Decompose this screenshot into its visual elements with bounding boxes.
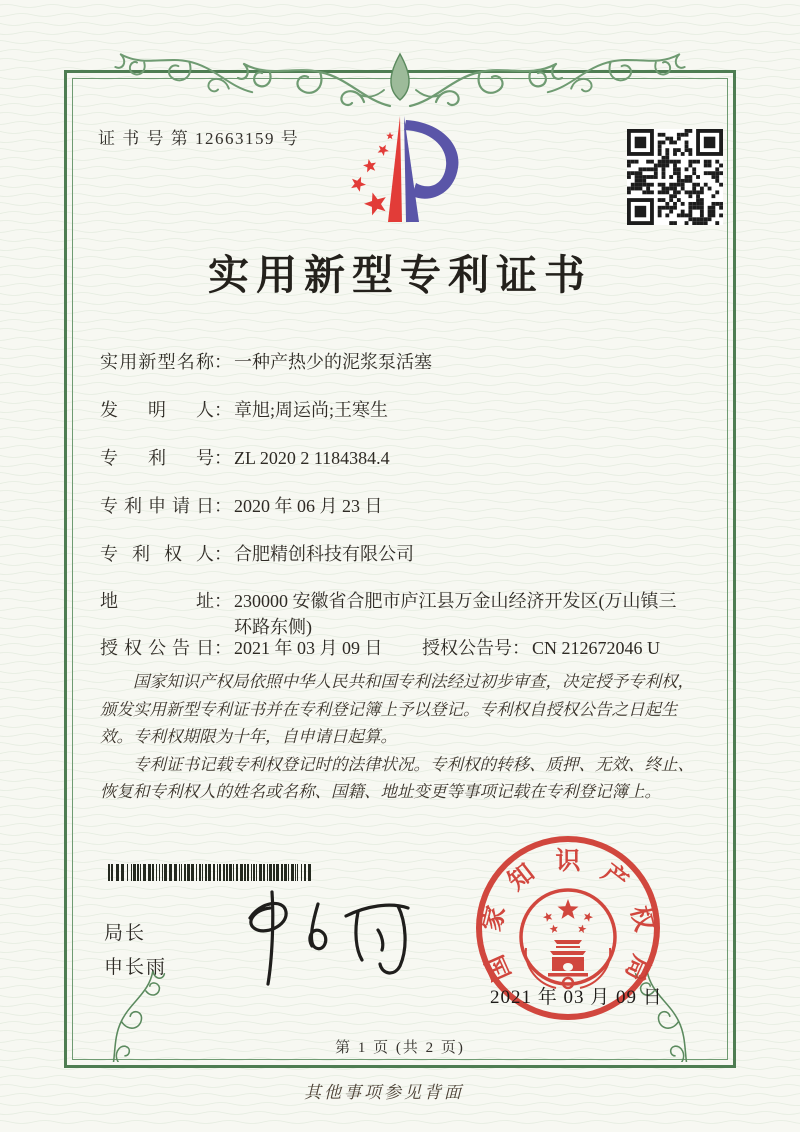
svg-text:权: 权 bbox=[625, 903, 658, 935]
certificate-number: 证 书 号 第 12663159 号 bbox=[98, 129, 300, 148]
field-value: 2021 年 03 月 09 日 bbox=[234, 638, 383, 658]
field-label: 专利权人 bbox=[100, 544, 214, 564]
svg-text:知: 知 bbox=[503, 859, 540, 896]
field-patentee: 专利权人： 合肥精创科技有限公司 bbox=[100, 540, 706, 566]
cnipa-logo-icon bbox=[336, 110, 470, 234]
field-label: 发明人 bbox=[100, 400, 214, 420]
field-value: 合肥精创科技有限公司 bbox=[234, 544, 414, 564]
field-label: 地址 bbox=[100, 591, 214, 611]
seal-date: 2021 年 03 月 09 日 bbox=[490, 987, 663, 1008]
director-signature bbox=[210, 880, 440, 990]
field-address: 地址 ： 230000 安徽省合肥市庐江县万金山经济开发区(万山镇三环路东侧) bbox=[100, 587, 706, 639]
barcode bbox=[108, 864, 312, 881]
field-value: 章旭;周运尚;王寒生 bbox=[234, 400, 389, 420]
svg-text:家: 家 bbox=[478, 903, 511, 935]
logo-red-wedge bbox=[388, 116, 402, 222]
legal-paragraph: 国家知识产权局依照中华人民共和国专利法经过初步审查，决定授予专利权，颁发实用新型专利证书并在专利登记簿上予以登记。专利权自授权公告之日起生效。专利权期限为十年，自申请日起算。 bbox=[100, 672, 694, 746]
field-utility-model-name: 实用新型名称： 一种产热少的泥浆泵活塞 bbox=[100, 348, 706, 374]
field-value: 一种产热少的泥浆泵活塞 bbox=[234, 352, 432, 372]
svg-text:局: 局 bbox=[619, 950, 655, 985]
field-label: 专利号 bbox=[100, 448, 214, 468]
certificate-title: 实用新型专利证书 bbox=[208, 252, 592, 298]
legal-paragraph: 专利证书记载专利权登记时的法律状况。专利权的转移、质押、无效、终止、恢复和专利权人的姓名或名称、国籍、地址变更等事项记载在专利登记簿上。 bbox=[100, 754, 694, 801]
floral-ornament-top bbox=[60, 20, 740, 115]
signer-name: 申长雨 bbox=[104, 957, 168, 978]
field-label: 授权公告日 bbox=[100, 638, 214, 658]
back-note: 其他事项参见背面 bbox=[304, 1083, 464, 1102]
legal-text bbox=[100, 668, 706, 806]
field-grant-number: 授权公告号： CN 212672046 U bbox=[422, 638, 661, 658]
svg-text:识: 识 bbox=[555, 848, 581, 875]
qr-code bbox=[627, 129, 723, 225]
field-value: 2020 年 06 月 23 日 bbox=[234, 496, 383, 516]
svg-text:产: 产 bbox=[596, 859, 633, 896]
national-emblem bbox=[543, 899, 593, 988]
field-inventor: 发明人： 章旭;周运尚;王寒生 bbox=[100, 396, 706, 422]
field-patent-number: 专利号： ZL 2020 2 1184384.4 bbox=[100, 444, 706, 470]
field-value: ZL 2020 2 1184384.4 bbox=[234, 448, 390, 468]
field-grant-date: 授权公告日： 2021 年 03 月 09 日 授权公告号： CN 212672046 U bbox=[100, 634, 706, 660]
field-label: 专利申请日 bbox=[100, 496, 214, 516]
page-number-footer: 第 1 页 (共 2 页) bbox=[335, 1040, 465, 1056]
signer-title: 局长 bbox=[104, 923, 147, 944]
logo-stars bbox=[351, 132, 394, 215]
field-filing-date: 专利申请日： 2020 年 06 月 23 日 bbox=[100, 492, 706, 518]
logo-blue-wedge bbox=[404, 116, 419, 222]
field-label: 实用新型名称 bbox=[100, 352, 214, 372]
svg-text:国: 国 bbox=[481, 950, 517, 985]
field-value: 230000 安徽省合肥市庐江县万金山经济开发区(万山镇三环路东侧) bbox=[234, 591, 677, 637]
